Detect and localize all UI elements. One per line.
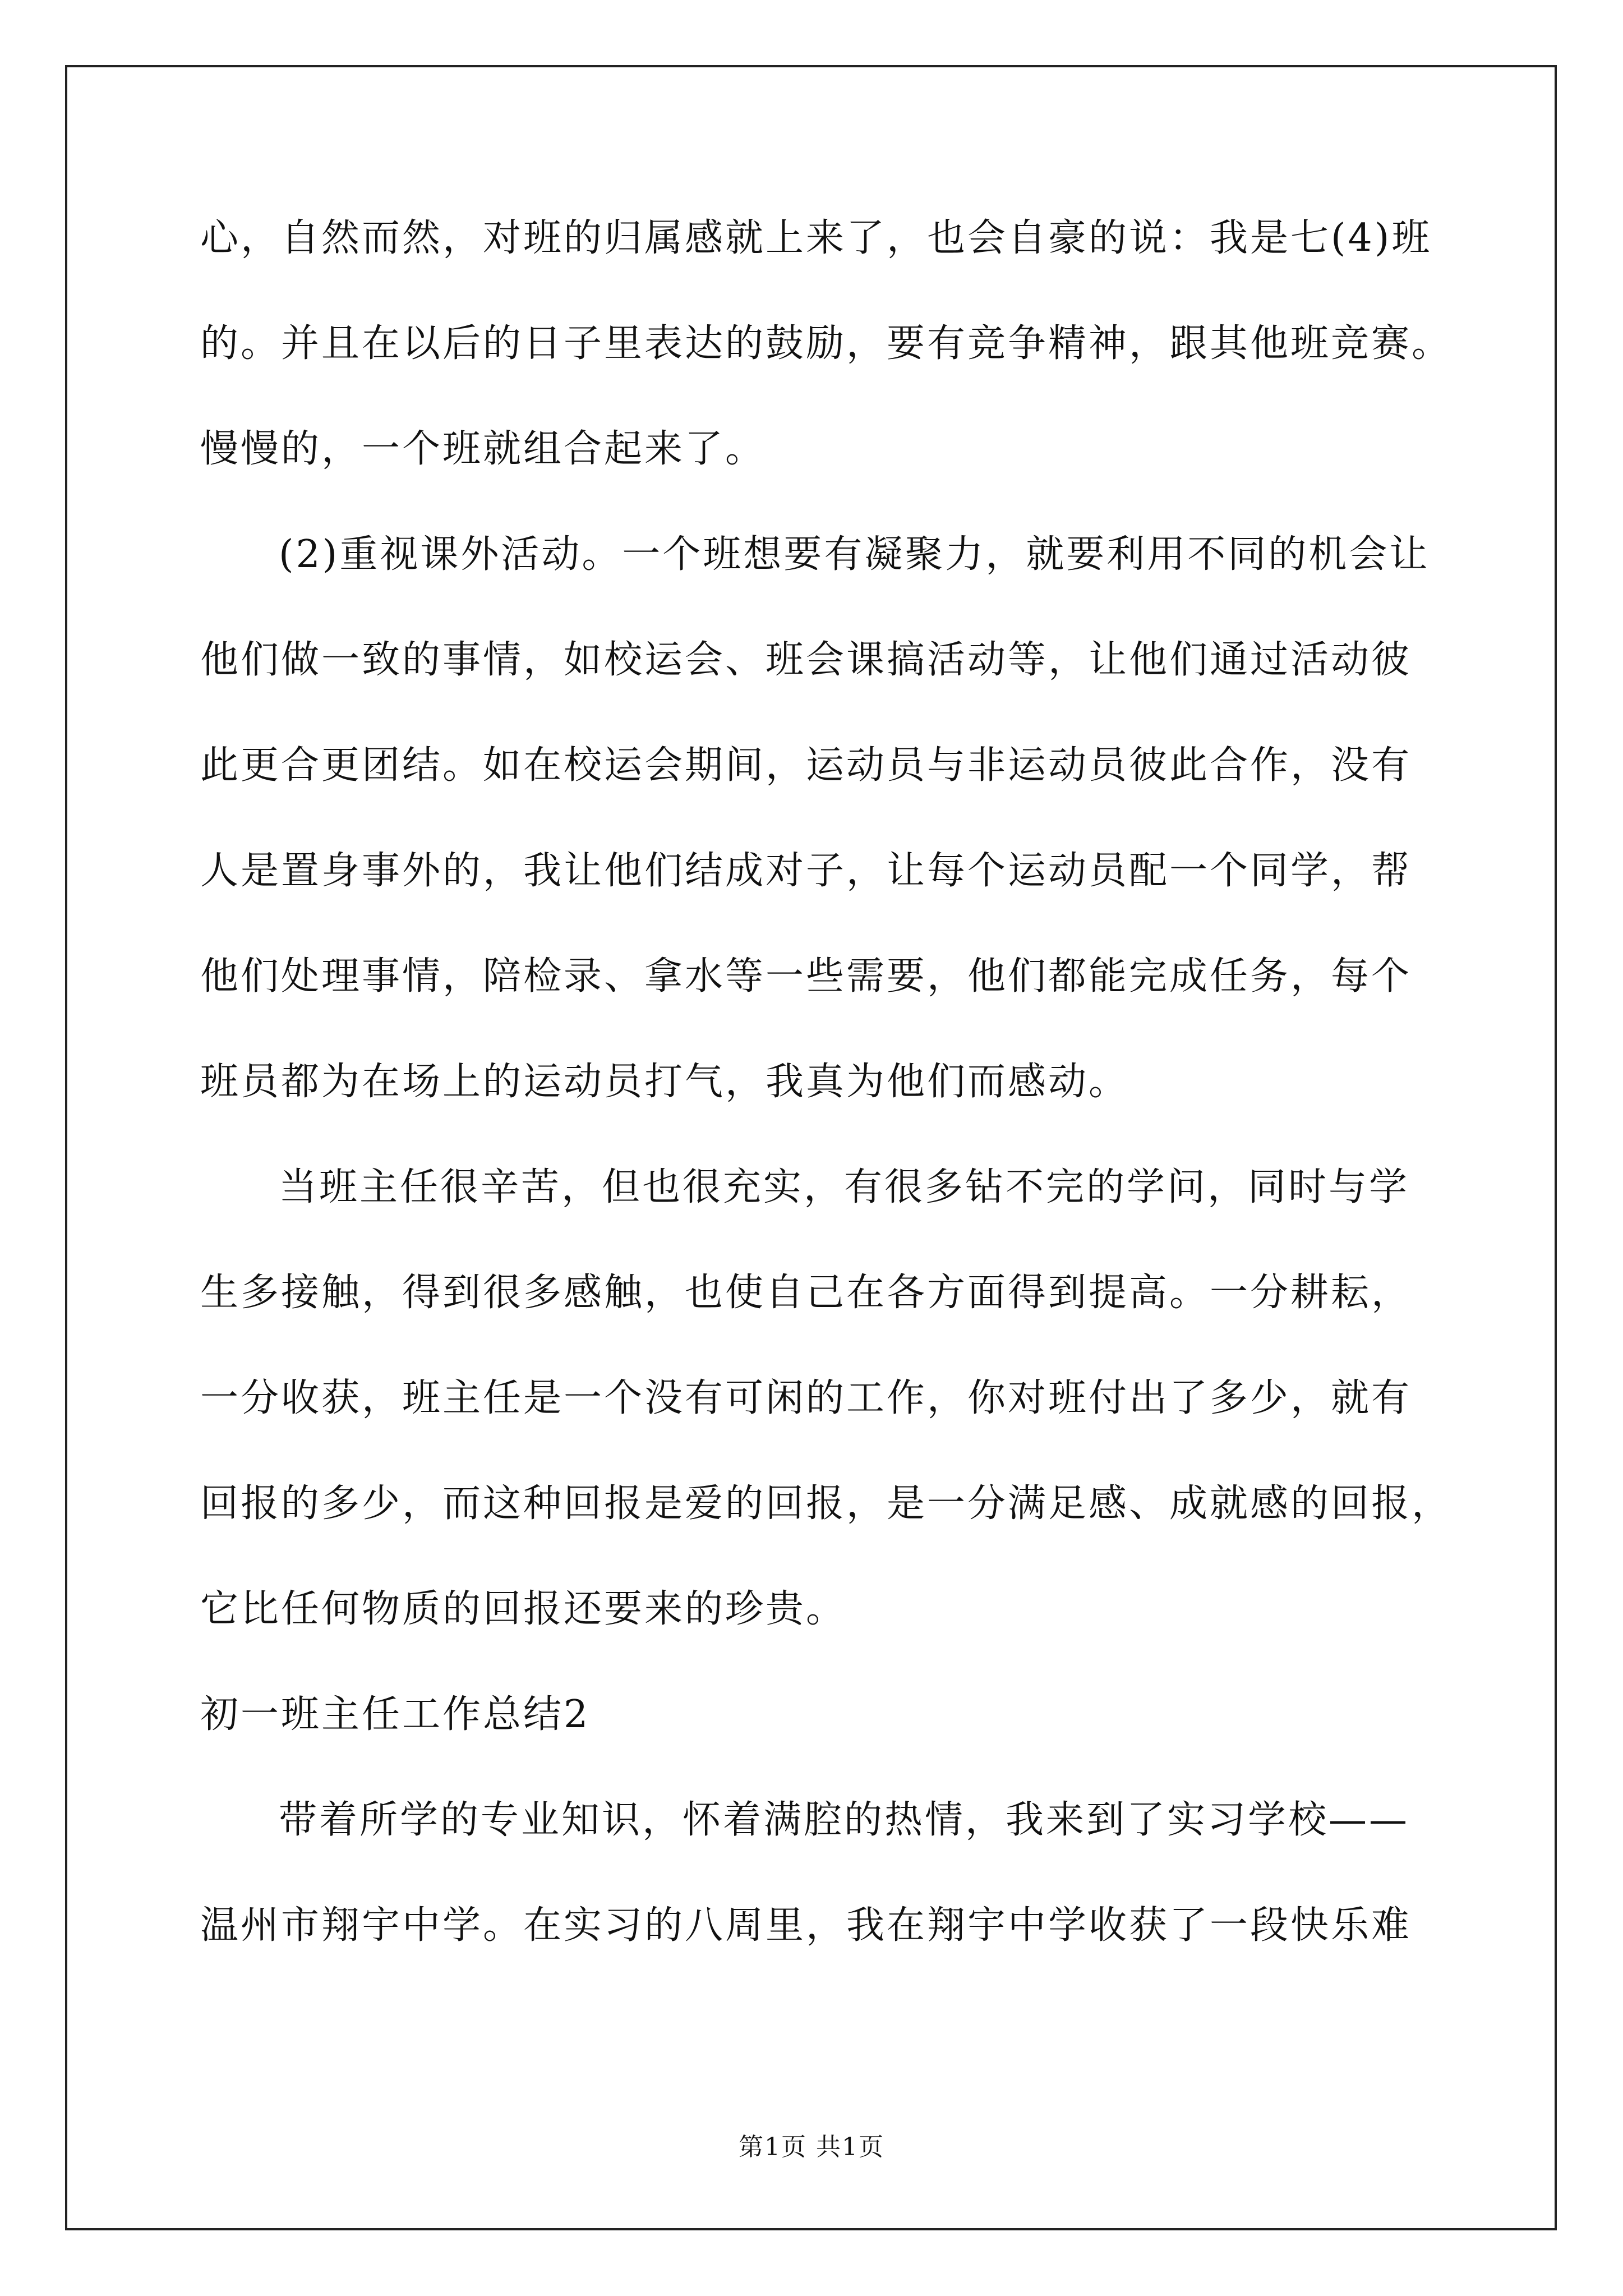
paragraph-start-line: 带着所学的专业知识，怀着满腔的热情，我来到了实习学校—— [279, 1798, 1410, 1842]
text-line: 此更合更团结。如在校运会期间，运动员与非运动员彼此合作，没有 [200, 743, 1412, 788]
text-line: 它比任何物质的回报还要来的珍贵。 [200, 1587, 847, 1631]
text-line: 回报的多少，而这种回报是爱的回报，是一分满足感、成就感的回报， [200, 1481, 1453, 1526]
text-line: 心，自然而然，对班的归属感就上来了，也会自豪的说：我是七(4)班 [200, 216, 1432, 260]
text-line: 他们处理事情，陪检录、拿水等一些需要，他们都能完成任务，每个 [200, 954, 1412, 999]
text-line: 慢慢的，一个班就组合起来了。 [200, 427, 766, 471]
text-line: 人是置身事外的，我让他们结成对子，让每个运动员配一个同学，帮 [200, 849, 1412, 893]
text-line: 他们做一致的事情，如校运会、班会课搞活动等，让他们通过活动彼 [200, 638, 1412, 682]
paragraph-start-line: 当班主任很辛苦，但也很充实，有很多钻不完的学问，同时与学 [279, 1165, 1410, 1209]
text-line: 温州市翔宇中学。在实习的八周里，我在翔宇中学收获了一段快乐难 [200, 1903, 1412, 1948]
section-heading: 初一班主任工作总结2 [200, 1692, 591, 1737]
paragraph-start-line: (2)重视课外活动。一个班想要有凝聚力，就要利用不同的机会让 [279, 532, 1430, 577]
text-line: 一分收获，班主任是一个没有可闲的工作，你对班付出了多少，就有 [200, 1376, 1412, 1420]
text-line: 的。并且在以后的日子里表达的鼓励，要有竞争精神，跟其他班竞赛。 [200, 321, 1453, 366]
text-line: 生多接触，得到很多感触，也使自己在各方面得到提高。一分耕耘， [200, 1271, 1412, 1315]
text-line: 班员都为在场上的运动员打气，我真为他们而感动。 [200, 1060, 1129, 1104]
page-footer: 第1页 共1页 [739, 2133, 884, 2161]
